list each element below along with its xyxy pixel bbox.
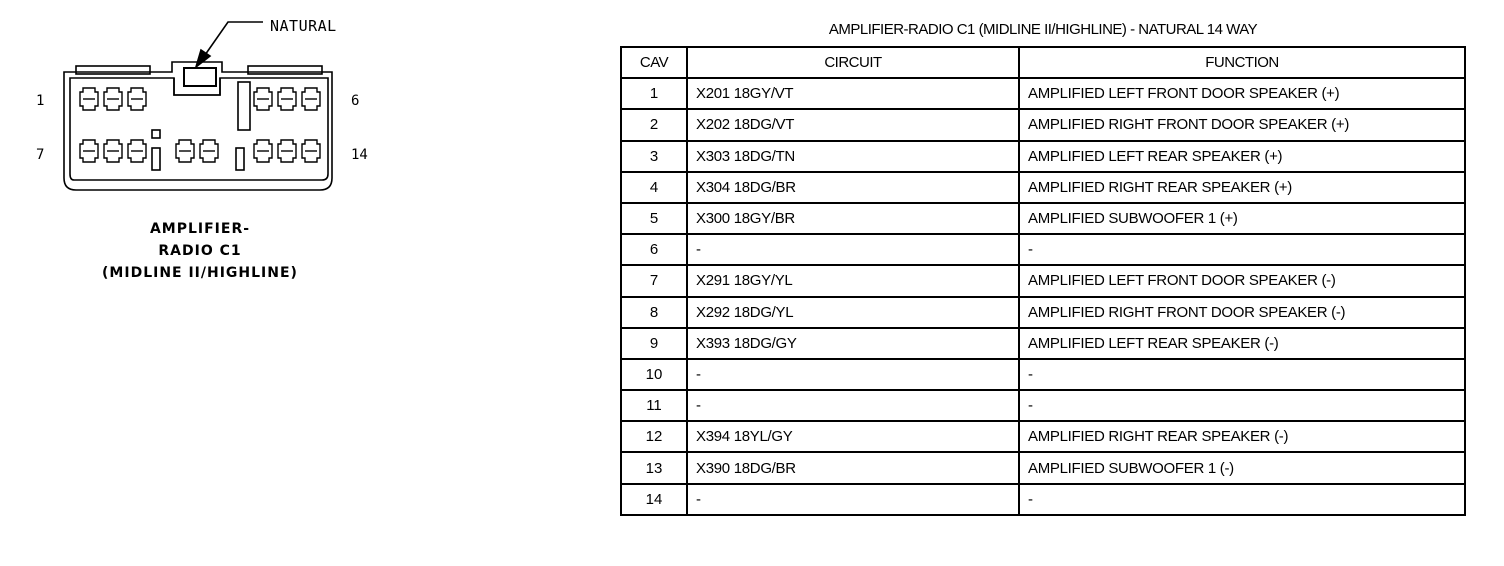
inner-cavity-outline — [70, 78, 328, 180]
terminal-cavity-7 — [80, 140, 98, 162]
terminal-cavity-2 — [104, 88, 122, 110]
small-post — [152, 130, 160, 138]
circuit-cell: X201 18GY/VT — [687, 78, 1019, 109]
table-row — [621, 203, 1465, 234]
terminal-cavity-5 — [278, 88, 296, 110]
function-cell: AMPLIFIED LEFT REAR SPEAKER (+) — [1019, 141, 1465, 172]
circuit-cell: X393 18DG/GY — [687, 328, 1019, 359]
terminal-cavity-14 — [302, 140, 320, 162]
pin-label-14: 14 — [351, 147, 368, 163]
circuit-cell: - — [687, 359, 1019, 390]
terminal-cavity-10 — [176, 140, 194, 162]
cav-cell: 1 — [621, 78, 687, 109]
function-cell: - — [1019, 390, 1465, 421]
callout-arrow-head — [196, 50, 210, 67]
vertical-divider — [238, 82, 250, 130]
caption-line-3: (MIDLINE II/HIGHLINE) — [102, 265, 298, 281]
header-function: FUNCTION — [1019, 47, 1465, 78]
natural-tab — [184, 68, 216, 86]
function-cell: AMPLIFIED LEFT FRONT DOOR SPEAKER (-) — [1019, 265, 1465, 296]
table-row — [621, 234, 1465, 265]
terminal-cavity-8 — [104, 140, 122, 162]
circuit-cell: X303 18DG/TN — [687, 141, 1019, 172]
table-row — [621, 452, 1465, 483]
table-row — [621, 78, 1465, 109]
cav-cell: 6 — [621, 234, 687, 265]
cav-cell: 5 — [621, 203, 687, 234]
table-row — [621, 328, 1465, 359]
cav-cell: 11 — [621, 390, 687, 421]
cav-cell: 14 — [621, 484, 687, 515]
function-cell: AMPLIFIED SUBWOOFER 1 (-) — [1019, 452, 1465, 483]
circuit-cell: - — [687, 484, 1019, 515]
function-cell: AMPLIFIED RIGHT FRONT DOOR SPEAKER (-) — [1019, 297, 1465, 328]
cav-cell: 7 — [621, 265, 687, 296]
table-row — [621, 359, 1465, 390]
terminal-cavity-13 — [278, 140, 296, 162]
terminal-cavity-1 — [80, 88, 98, 110]
table-row — [621, 109, 1465, 140]
terminal-cavity-4 — [254, 88, 272, 110]
function-cell: AMPLIFIED RIGHT FRONT DOOR SPEAKER (+) — [1019, 109, 1465, 140]
circuit-cell: X390 18DG/BR — [687, 452, 1019, 483]
table-row — [621, 390, 1465, 421]
circuit-cell: X292 18DG/YL — [687, 297, 1019, 328]
circuit-cell: X304 18DG/BR — [687, 172, 1019, 203]
pin-label-7: 7 — [36, 147, 45, 163]
key-slot-left — [152, 148, 160, 170]
cav-cell: 13 — [621, 452, 687, 483]
function-cell: AMPLIFIED RIGHT REAR SPEAKER (+) — [1019, 172, 1465, 203]
function-cell: - — [1019, 234, 1465, 265]
natural-callout-label: NATURAL — [270, 17, 337, 35]
cav-cell: 2 — [621, 109, 687, 140]
function-cell: - — [1019, 484, 1465, 515]
pinout-table — [620, 46, 1466, 516]
connector-shell — [64, 62, 332, 190]
pin-label-1: 1 — [36, 93, 45, 109]
terminal-cavity-6 — [302, 88, 320, 110]
circuit-cell: X300 18GY/BR — [687, 203, 1019, 234]
circuit-cell: X202 18DG/VT — [687, 109, 1019, 140]
function-cell: AMPLIFIED SUBWOOFER 1 (+) — [1019, 203, 1465, 234]
table-row — [621, 265, 1465, 296]
terminal-cavity-12 — [254, 140, 272, 162]
terminal-cavity-11 — [200, 140, 218, 162]
terminal-cavity-9 — [128, 140, 146, 162]
circuit-cell: - — [687, 234, 1019, 265]
circuit-cell: X394 18YL/GY — [687, 421, 1019, 452]
table-row — [621, 421, 1465, 452]
table-row — [621, 141, 1465, 172]
function-cell: AMPLIFIED LEFT FRONT DOOR SPEAKER (+) — [1019, 78, 1465, 109]
table-title: AMPLIFIER-RADIO C1 (MIDLINE II/HIGHLINE) - NATURAL 14 WAY — [828, 21, 1258, 38]
function-cell: AMPLIFIED RIGHT REAR SPEAKER (-) — [1019, 421, 1465, 452]
callout-leader-line — [205, 22, 263, 55]
table-row — [621, 484, 1465, 515]
function-cell: AMPLIFIED LEFT REAR SPEAKER (-) — [1019, 328, 1465, 359]
function-cell: - — [1019, 359, 1465, 390]
key-slot-right — [236, 148, 244, 170]
table-header-row — [621, 47, 1465, 78]
header-cav: CAV — [621, 47, 687, 78]
pin-label-6: 6 — [351, 93, 360, 109]
caption-line-2: RADIO C1 — [158, 243, 242, 259]
circuit-cell: - — [687, 390, 1019, 421]
cav-cell: 4 — [621, 172, 687, 203]
cav-cell: 10 — [621, 359, 687, 390]
cav-cell: 12 — [621, 421, 687, 452]
circuit-cell: X291 18GY/YL — [687, 265, 1019, 296]
terminal-cavity-3 — [128, 88, 146, 110]
header-circuit: CIRCUIT — [687, 47, 1019, 78]
cav-cell: 9 — [621, 328, 687, 359]
cav-cell: 3 — [621, 141, 687, 172]
caption-line-1: AMPLIFIER- — [149, 221, 251, 237]
connector-caption — [70, 218, 330, 284]
table-row — [621, 172, 1465, 203]
table-row — [621, 297, 1465, 328]
cav-cell: 8 — [621, 297, 687, 328]
